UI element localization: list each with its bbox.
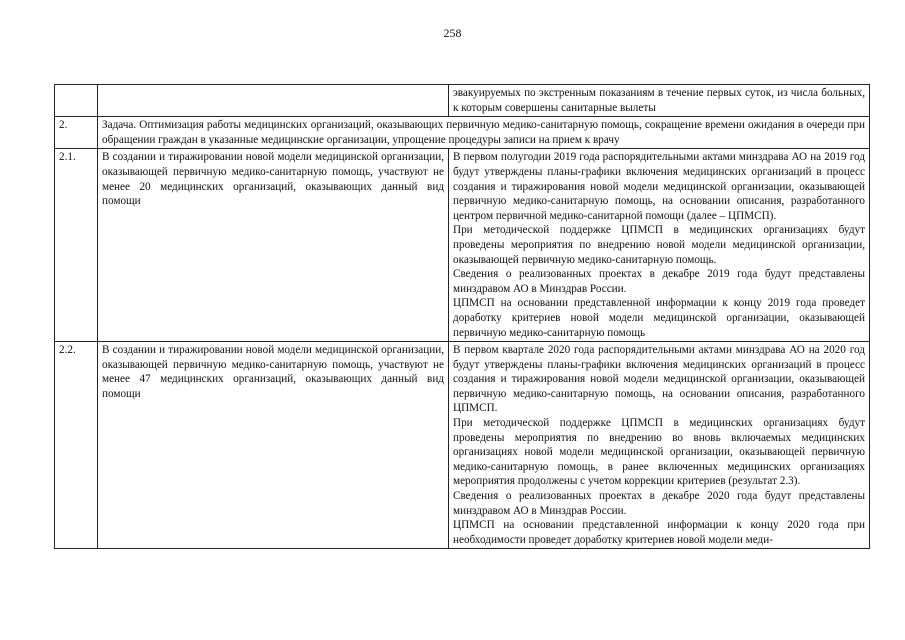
row-number-cell: 2.1.	[55, 149, 98, 342]
table-row	[55, 85, 870, 117]
page-number: 258	[443, 26, 462, 40]
result-cell	[449, 342, 870, 549]
result-paragraph: Сведения о реализованных проектах в декабре 2020 года будут представлены минздравом АО в Минздрав России.	[453, 490, 865, 517]
result-paragraph: ЦПМСП на основании представленной информации к концу 2020 года при необходимости проведет доработку критериев новой модели меди-	[453, 519, 865, 546]
row-number-cell	[55, 85, 98, 117]
result-paragraph: ЦПМСП на основании представленной информации к концу 2019 года проведет доработку критериев новой модели медицинской организации, оказывающей первичную медико-санитарную помощь	[453, 297, 865, 339]
table-row	[55, 342, 870, 549]
result-paragraph: эвакуируемых по экстренным показаниям в течение первых суток, из числа больных, к которым совершены санитарные вылеты	[453, 87, 865, 114]
result-cell	[449, 149, 870, 342]
row-number-cell: 2.	[55, 117, 98, 149]
measures-table	[54, 84, 870, 549]
result-cell	[449, 85, 870, 117]
table-row	[55, 149, 870, 342]
action-cell: В создании и тиражировании новой модели медицинской организации, оказывающей первичную медико-санитарную помощь, участвуют не менее 47 медицинских организаций, оказывающих данный вид помощи	[98, 342, 449, 549]
result-paragraph: При методической поддержке ЦПМСП в медицинских организациях будут проведены мероприятия по внедрению во вновь включаемых медицинских организациях новой модели медицинской организации, оказывающей первичную медико-санитарную помощь, в ранее включенных медицинских организациях мероприятия продолжены с учетом коррекции критериев (результат 2.3).	[453, 417, 865, 488]
action-cell	[98, 85, 449, 117]
task-cell: Задача. Оптимизация работы медицинских организаций, оказывающих первичную медико-санитарную помощь, сокращение времени ожидания в очереди при обращении граждан в указанные медицинские организации, упрощение процедуры записи на прием к врачу	[98, 117, 870, 149]
row-number-cell: 2.2.	[55, 342, 98, 549]
result-paragraph: В первом полугодии 2019 года распорядительными актами минздрава АО на 2019 год будут утверждены планы-графики включения медицинских организаций в процесс создания и тиражирования новой модели медицинской организации, оказывающей первичную медико-санитарную помощь, на основании описания, разработанного центром первичной медико-санитарной помощи (далее – ЦПМСП).	[453, 151, 865, 222]
result-paragraph: В первом квартале 2020 года распорядительными актами минздрава АО на 2020 год будут утверждены планы-графики включения медицинских организаций в процесс создания и тиражирования новой модели медицинской организации, оказывающей первичную медико-санитарную помощь, на основании описания, разработанного ЦПМСП.	[453, 344, 865, 415]
action-cell: В создании и тиражировании новой модели медицинской организации, оказывающей первичную медико-санитарную помощь, участвуют не менее 20 медицинских организаций, оказывающих данный вид помощи	[98, 149, 449, 342]
result-paragraph: При методической поддержке ЦПМСП в медицинских организациях будут проведены мероприятия по внедрению новой модели медицинской организации, оказывающей первичную медико-санитарную помощь.	[453, 224, 865, 266]
result-paragraph: Сведения о реализованных проектах в декабре 2019 года будут представлены минздравом АО в Минздрав России.	[453, 268, 865, 295]
task-row	[55, 117, 870, 149]
